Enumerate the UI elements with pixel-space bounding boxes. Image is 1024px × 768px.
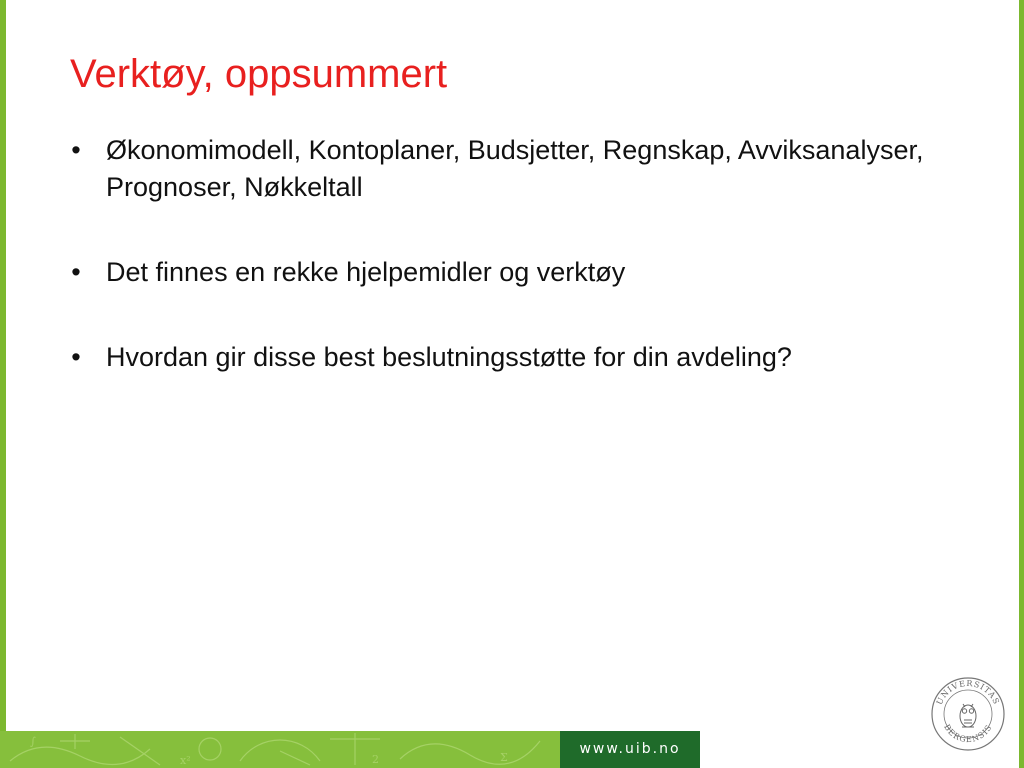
- svg-text:UNIVERSITAS: UNIVERSITAS: [934, 678, 1002, 707]
- svg-text:BERGENSIS: BERGENSIS: [942, 722, 994, 745]
- bullet-text: Hvordan gir disse best beslutningsstøtte for din avdeling?: [106, 342, 792, 372]
- bullet-item: [64, 132, 924, 206]
- svg-text:x²: x²: [180, 754, 191, 767]
- bullet-text: Økonomimodell, Kontoplaner, Budsjetter, Regnskap, Avviksanalyser, Prognoser, Nøkkeltall: [106, 135, 924, 202]
- slide-title: Verktøy, oppsummert: [70, 52, 448, 96]
- university-seal-logo: [928, 674, 1008, 754]
- footer-url[interactable]: www.uib.no: [560, 731, 700, 768]
- bullet-list: [64, 132, 924, 424]
- footer-decorative-strip: [0, 731, 560, 768]
- slide-content-area: [6, 0, 1019, 731]
- math-scribble-pattern: [0, 731, 560, 768]
- bullet-text: Det finnes en rekke hjelpemidler og verktøy: [106, 257, 626, 287]
- svg-text:∫: ∫: [30, 735, 36, 748]
- bullet-item: [64, 254, 924, 291]
- svg-text:2: 2: [372, 753, 379, 766]
- footer: [0, 731, 1024, 768]
- bullet-item: [64, 339, 924, 376]
- bullet-marker: •: [71, 257, 81, 287]
- bullet-marker: •: [71, 135, 81, 165]
- svg-text:Σ: Σ: [500, 751, 508, 764]
- frame-edge: [1019, 731, 1024, 768]
- bullet-marker: •: [71, 342, 81, 372]
